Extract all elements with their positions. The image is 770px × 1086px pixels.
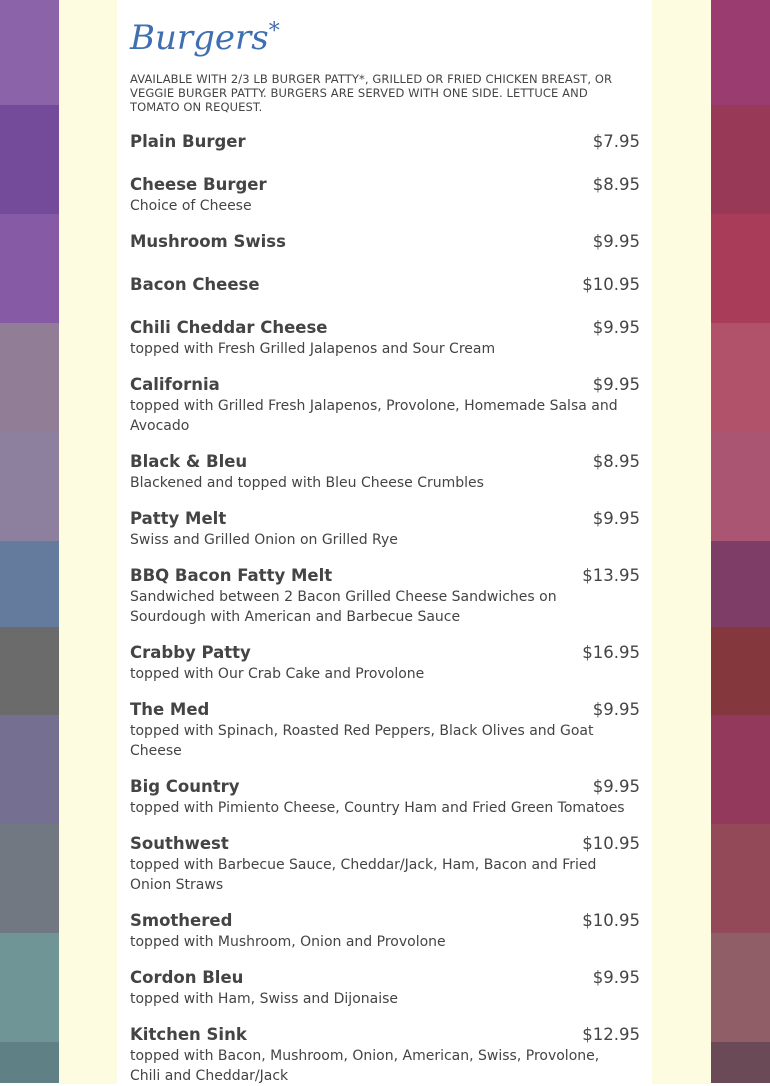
- right-strip-tile: [711, 933, 770, 1042]
- menu-item-header: [130, 833, 640, 855]
- menu-item-header: [130, 699, 640, 721]
- menu-item-name: Crabby Patty: [130, 643, 251, 662]
- menu-item-description: topped with Our Crab Cake and Provolone: [130, 666, 425, 682]
- left-strip-tile: [0, 715, 59, 824]
- left-strip-tile: [0, 541, 59, 627]
- left-strip-tile: [0, 323, 59, 432]
- menu-item-header: [130, 374, 640, 396]
- menu-item-name: Cordon Bleu: [130, 968, 244, 987]
- menu-item-name: Mushroom Swiss: [130, 232, 286, 251]
- right-strip-tile: [711, 432, 770, 541]
- menu-item-price: $9.95: [592, 232, 640, 251]
- menu-item: [130, 699, 640, 761]
- menu-item-price: $10.95: [582, 275, 640, 294]
- left-strip-tile: [0, 0, 59, 105]
- section-intro: AVAILABLE WITH 2/3 LB BURGER PATTY*, GRILLED OR FRIED CHICKEN BREAST, OR VEGGIE BURGER PATTY. BURGERS ARE SERVED WITH ONE SIDE. LETTUCE AND TOMATO ON REQUEST.: [130, 72, 613, 114]
- menu-item-name: Cheese Burger: [130, 175, 267, 194]
- menu-item-header: [130, 1024, 640, 1046]
- right-strip-tile: [711, 105, 770, 214]
- menu-content: [130, 0, 640, 1084]
- menu-item-name: The Med: [130, 700, 210, 719]
- right-strip-tile: [711, 214, 770, 323]
- menu-item: [130, 967, 640, 1009]
- menu-item: [130, 565, 640, 627]
- menu-item-header: [130, 776, 640, 798]
- menu-item: [130, 131, 640, 153]
- menu-item-header: [130, 174, 640, 196]
- menu-item-header: [130, 231, 640, 253]
- right-strip-tile: [711, 1042, 770, 1083]
- menu-item-price: $10.95: [582, 834, 640, 853]
- menu-item-description: topped with Grilled Fresh Jalapenos, Provolone, Homemade Salsa and Avocado: [130, 398, 618, 434]
- menu-item-name: Black & Bleu: [130, 452, 248, 471]
- left-strip-tile: [0, 105, 59, 214]
- menu-item-description: topped with Mushroom, Onion and Provolone: [130, 934, 446, 950]
- menu-item: [130, 776, 640, 818]
- menu-item-price: $10.95: [582, 911, 640, 930]
- menu-item-description: Sandwiched between 2 Bacon Grilled Cheese Sandwiches on Sourdough with American and Barbecue Sauce: [130, 589, 557, 625]
- section-title: Burgers*: [130, 18, 280, 58]
- menu-item: [130, 910, 640, 952]
- menu-item-price: $8.95: [592, 175, 640, 194]
- menu-item-name: Patty Melt: [130, 509, 227, 528]
- left-strip-tile: [0, 933, 59, 1042]
- menu-item: [130, 274, 640, 296]
- menu-item-description: topped with Ham, Swiss and Dijonaise: [130, 991, 399, 1007]
- left-strip-tile: [0, 214, 59, 323]
- menu-item-description: Swiss and Grilled Onion on Grilled Rye: [130, 532, 398, 548]
- right-strip-tile: [711, 0, 770, 105]
- left-strip-tile: [0, 627, 59, 715]
- menu-item-header: [130, 508, 640, 530]
- menu-item-price: $16.95: [582, 643, 640, 662]
- left-color-strip: [0, 0, 59, 1084]
- menu-item-description: topped with Pimiento Cheese, Country Ham and Fried Green Tomatoes: [130, 800, 625, 816]
- menu-item-price: $9.95: [592, 509, 640, 528]
- menu-item-price: $12.95: [582, 1025, 640, 1044]
- menu-item-description: topped with Fresh Grilled Jalapenos and Sour Cream: [130, 341, 496, 357]
- right-strip-tile: [711, 541, 770, 627]
- menu-item-name: Chili Cheddar Cheese: [130, 318, 328, 337]
- menu-item: [130, 1024, 640, 1086]
- menu-item-name: Plain Burger: [130, 132, 246, 151]
- menu-item-header: [130, 967, 640, 989]
- menu-item-header: [130, 910, 640, 932]
- menu-item-description: Blackened and topped with Bleu Cheese Crumbles: [130, 475, 484, 491]
- menu-item-header: [130, 451, 640, 473]
- menu-item: [130, 508, 640, 550]
- menu-item: [130, 174, 640, 216]
- left-strip-tile: [0, 824, 59, 933]
- menu-item: [130, 642, 640, 684]
- left-strip-tile: [0, 432, 59, 541]
- menu-item-description: topped with Bacon, Mushroom, Onion, American, Swiss, Provolone, Chili and Cheddar/Jack: [130, 1048, 600, 1084]
- menu-item: [130, 317, 640, 359]
- menu-item-description: topped with Barbecue Sauce, Cheddar/Jack, Ham, Bacon and Fried Onion Straws: [130, 857, 597, 893]
- menu-item-name: California: [130, 375, 220, 394]
- right-strip-tile: [711, 323, 770, 432]
- menu-item-name: Southwest: [130, 834, 229, 853]
- menu-item-name: Kitchen Sink: [130, 1025, 247, 1044]
- menu-item-name: Big Country: [130, 777, 240, 796]
- menu-item-price: $9.95: [592, 700, 640, 719]
- menu-item: [130, 833, 640, 895]
- right-strip-tile: [711, 824, 770, 933]
- menu-item-price: $9.95: [592, 318, 640, 337]
- menu-item-price: $9.95: [592, 968, 640, 987]
- menu-item-name: BBQ Bacon Fatty Melt: [130, 566, 333, 585]
- title-asterisk: *: [268, 19, 280, 44]
- menu-item-header: [130, 565, 640, 587]
- left-strip-tile: [0, 1042, 59, 1083]
- menu-item: [130, 451, 640, 493]
- menu-item-description: Choice of Cheese: [130, 198, 252, 214]
- menu-item-header: [130, 274, 640, 296]
- menu-item-price: $13.95: [582, 566, 640, 585]
- menu-item-header: [130, 317, 640, 339]
- menu-item-header: [130, 131, 640, 153]
- right-strip-tile: [711, 715, 770, 824]
- menu-item-price: $9.95: [592, 777, 640, 796]
- menu-item-price: $8.95: [592, 452, 640, 471]
- menu-item-header: [130, 642, 640, 664]
- menu-item-name: Bacon Cheese: [130, 275, 260, 294]
- menu-item: [130, 374, 640, 436]
- menu-item-description: topped with Spinach, Roasted Red Peppers, Black Olives and Goat Cheese: [130, 723, 594, 759]
- right-strip-tile: [711, 627, 770, 715]
- menu-item-price: $9.95: [592, 375, 640, 394]
- menu-item: [130, 231, 640, 253]
- right-color-strip: [711, 0, 770, 1084]
- menu-item-price: $7.95: [592, 132, 640, 151]
- menu-item-name: Smothered: [130, 911, 233, 930]
